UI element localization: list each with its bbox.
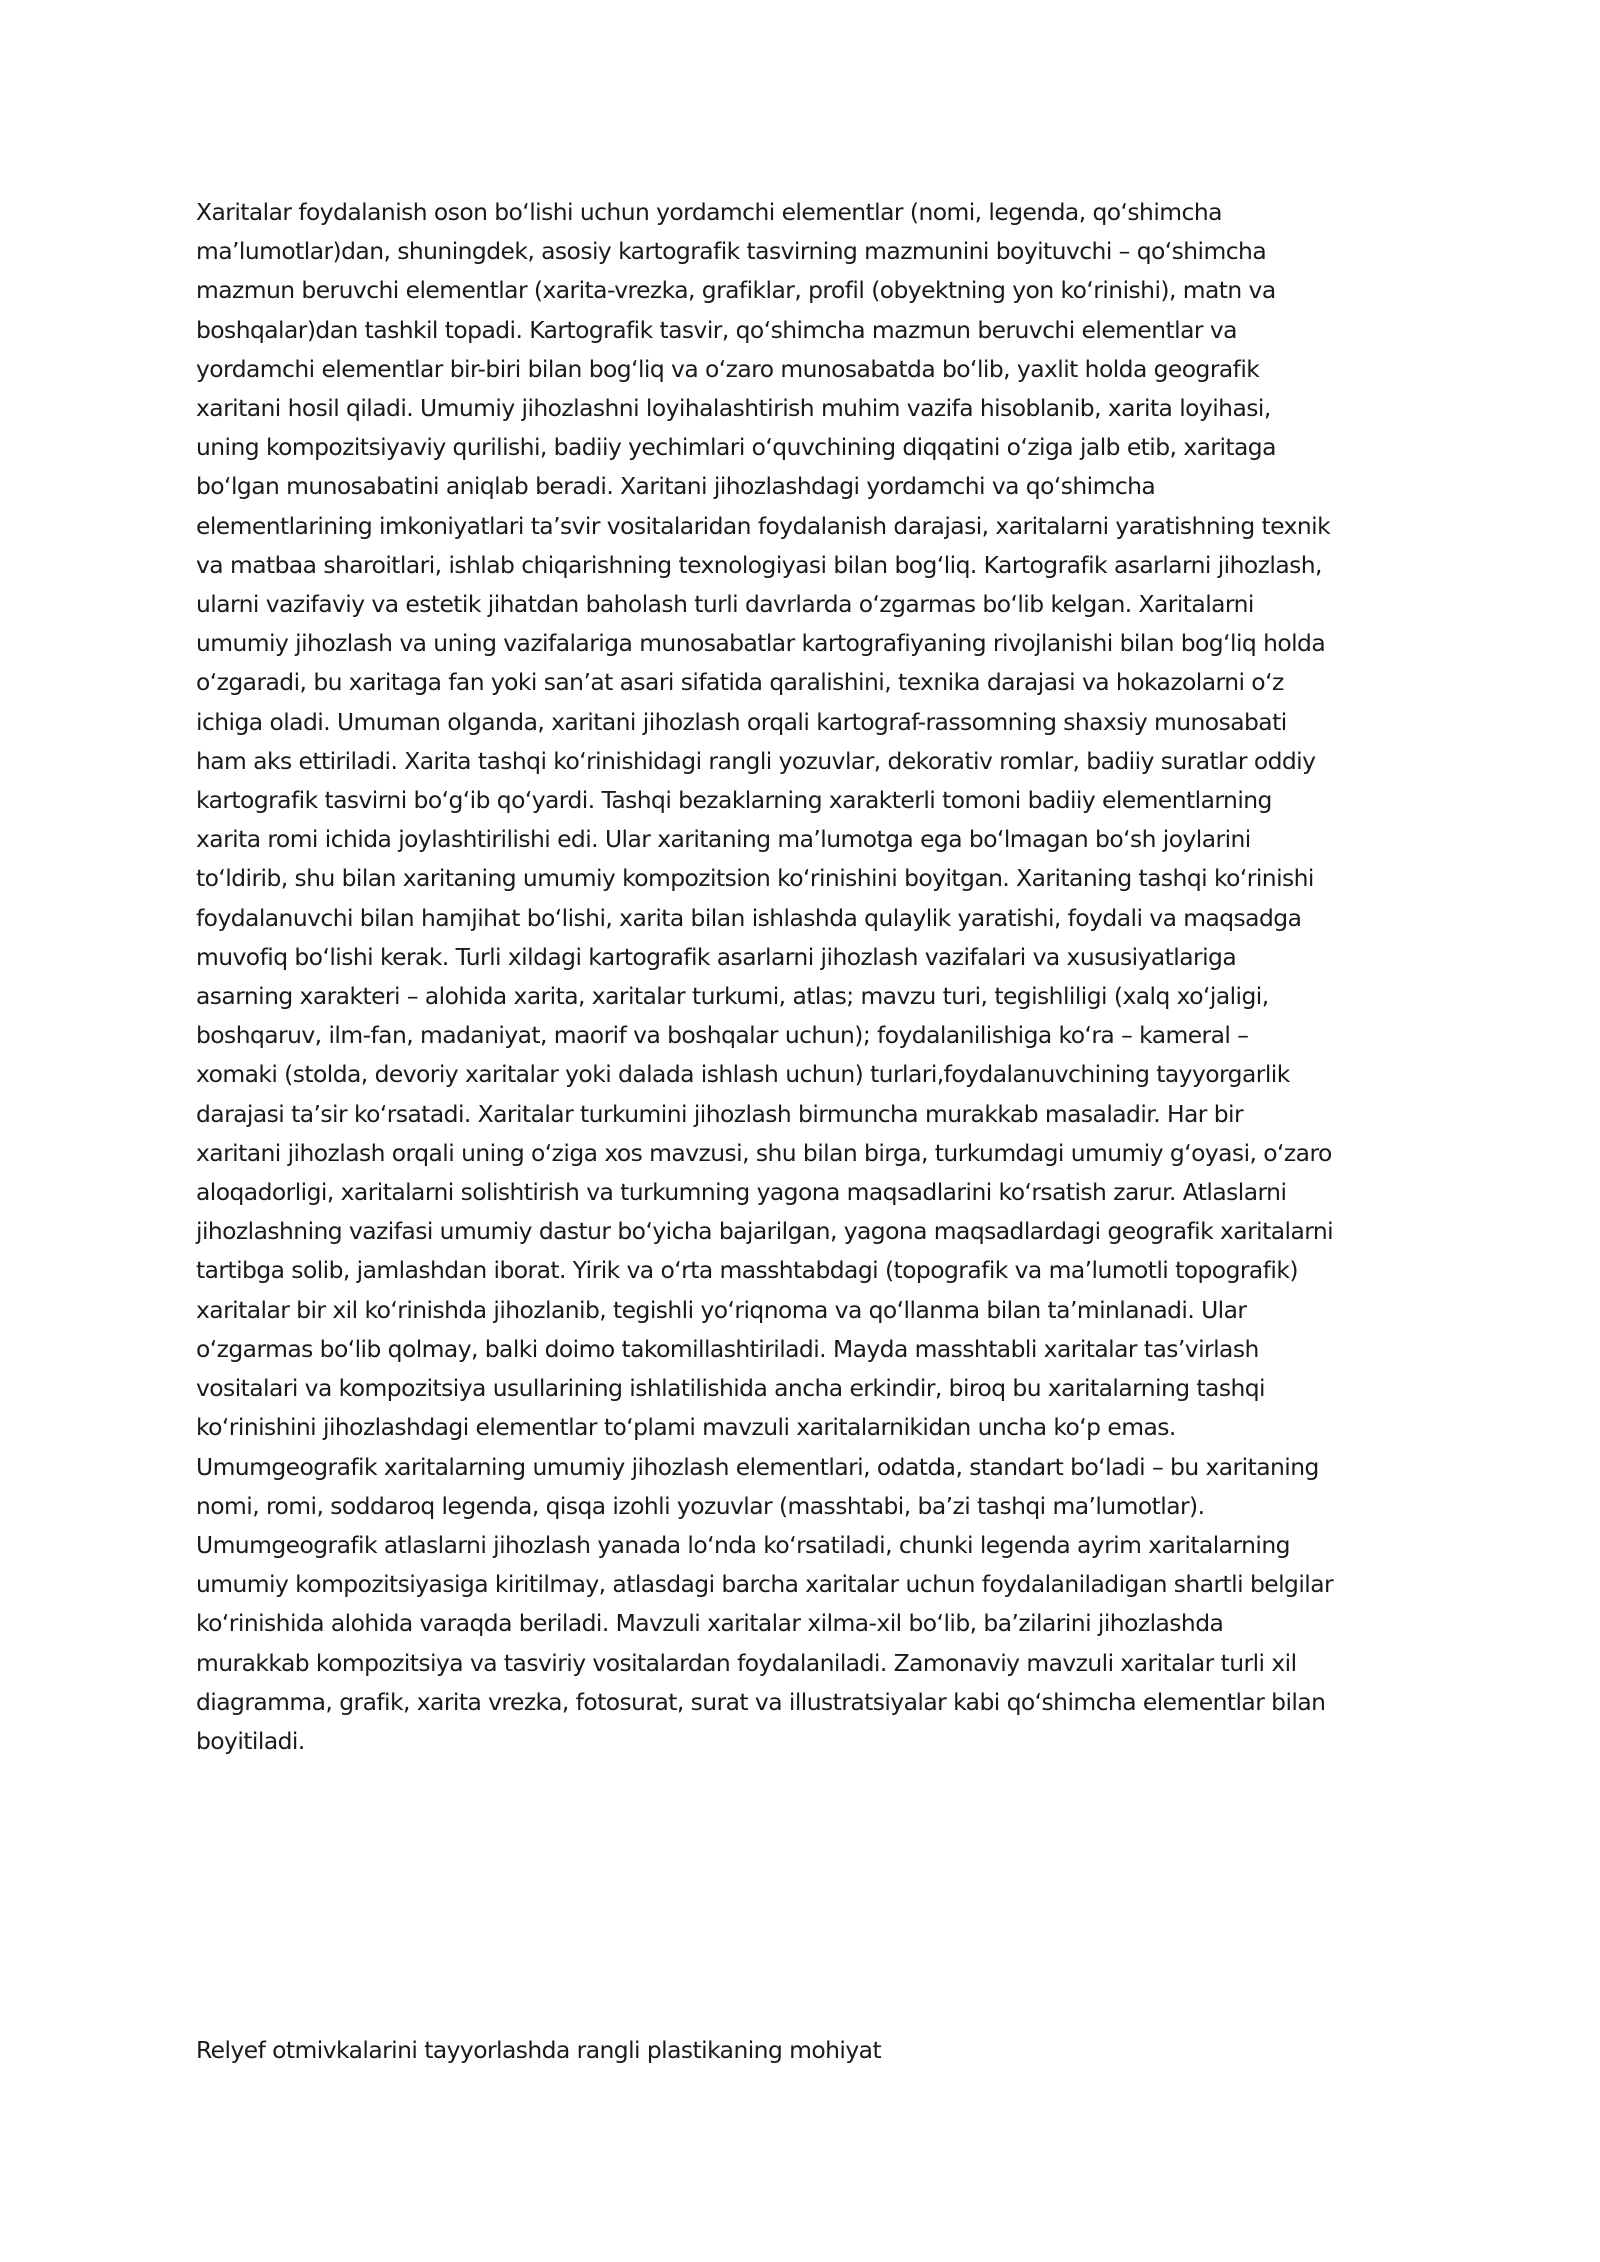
paragraph-line: boshqalar)dan tashkil topadi. Kartografik tasvir, qo‘shimcha mazmun beruvchi elementlar va: [196, 315, 1237, 344]
paragraph-line: o‘zgaradi, bu xaritaga fan yoki san’at asari sifatida qaralishini, texnika darajasi va hokazolarni o‘z: [196, 668, 1284, 697]
paragraph-line: o‘zgarmas bo‘lib qolmay, balki doimo takomillashtiriladi. Mayda masshtabli xaritalar tas’virlash: [196, 1334, 1259, 1363]
paragraph-line: darajasi ta’sir ko‘rsatadi. Xaritalar turkumini jihozlash birmuncha murakkab masaladir. Har bir: [196, 1099, 1244, 1128]
paragraph-line: ularni vazifaviy va estetik jihatdan baholash turli davrlarda o‘zgarmas bo‘lib kelgan. Xaritalarni: [196, 590, 1254, 619]
paragraph-line: ko‘rinishini jihozlashdagi elementlar to‘plami mavzuli xaritalarnikidan uncha ko‘p emas.: [196, 1413, 1176, 1442]
paragraph-line: muvofiq bo‘lishi kerak. Turli xildagi kartografik asarlarni jihozlash vazifalari va xususiyatlariga: [196, 942, 1237, 971]
paragraph-line: jihozlashning vazifasi umumiy dastur bo‘yicha bajarilgan, yagona maqsadlardagi geografik xaritalarni: [196, 1217, 1334, 1246]
paragraph-line: xaritani hosil qiladi. Umumiy jihozlashni loyihalashtirish muhim vazifa hisoblanib, xarita loyihasi,: [196, 394, 1271, 423]
paragraph-line: ichiga oladi. Umuman olganda, xaritani jihozlash orqali kartograf-rassomning shaxsiy munosabati: [196, 707, 1287, 736]
paragraph-line: ko‘rinishida alohida varaqda beriladi. Mavzuli xaritalar xilma-xil bo‘lib, ba’zilarini jihozlashda: [196, 1609, 1224, 1638]
paragraph-line: diagramma, grafik, xarita vrezka, fotosurat, surat va illustratsiyalar kabi qo‘shimcha elementlar bilan: [196, 1687, 1326, 1716]
body-paragraph: [196, 193, 1431, 1761]
paragraph-line: nomi, romi, soddaroq legenda, qisqa izohli yozuvlar (masshtabi, ba’zi tashqi ma’lumotlar).: [196, 1491, 1205, 1520]
paragraph-line: murakkab kompozitsiya va tasviriy vositalardan foydalaniladi. Zamonaviy mavzuli xaritalar turli xil: [196, 1648, 1297, 1677]
paragraph-line: ma’lumotlar)dan, shuningdek, asosiy kartografik tasvirning mazmunini boyituvchi – qo‘shimcha: [196, 237, 1267, 266]
paragraph-line: asarning xarakteri – alohida xarita, xaritalar turkumi, atlas; mavzu turi, tegishliligi (xalq xo‘jaligi,: [196, 982, 1269, 1011]
paragraph-line: ham aks ettiriladi. Xarita tashqi ko‘rinishidagi rangli yozuvlar, dekorativ romlar, badiiy suratlar oddiy: [196, 746, 1316, 775]
paragraph-line: yordamchi elementlar bir-biri bilan bog‘liq va o‘zaro munosabatda bo‘lib, yaxlit holda geografik: [196, 354, 1260, 383]
paragraph-line: Umumgeografik atlaslarni jihozlash yanada lo‘nda ko‘rsatiladi, chunki legenda ayrim xaritalarning: [196, 1530, 1290, 1559]
paragraph-line: va matbaa sharoitlari, ishlab chiqarishning texnologiyasi bilan bog‘liq. Kartografik asarlarni jihozlash,: [196, 550, 1322, 579]
paragraph-line: uning kompozitsiyaviy qurilishi, badiiy yechimlari o‘quvchining diqqatini o‘ziga jalb etib, xaritaga: [196, 433, 1276, 462]
paragraph-line: boshqaruv, ilm-fan, madaniyat, maorif va boshqalar uchun); foydalanilishiga ko‘ra – kameral –: [196, 1021, 1249, 1050]
paragraph-line: bo‘lgan munosabatini aniqlab beradi. Xaritani jihozlashdagi yordamchi va qo‘shimcha: [196, 472, 1156, 501]
paragraph-line: Umumgeografik xaritalarning umumiy jihozlash elementlari, odatda, standart bo‘ladi – bu xaritaning: [196, 1452, 1319, 1481]
paragraph-line: vositalari va kompozitsiya usullarining ishlatilishida ancha erkindir, biroq bu xaritalarning tashqi: [196, 1374, 1265, 1403]
paragraph-line: umumiy kompozitsiyasiga kiritilmay, atlasdagi barcha xaritalar uchun foydalaniladigan shartli belgilar: [196, 1570, 1334, 1599]
paragraph-line: boyitiladi.: [196, 1726, 305, 1755]
section-heading: Relyef otmivkalarini tayyorlashda rangli plastikaning mohiyat: [196, 2036, 882, 2064]
paragraph-line: xarita romi ichida joylashtirilishi edi. Ular xaritaning ma’lumotga ega bo‘lmagan bo‘sh joylarini: [196, 825, 1251, 854]
paragraph-line: Xaritalar foydalanish oson bo‘lishi uchun yordamchi elementlar (nomi, legenda, qo‘shimcha: [196, 198, 1222, 226]
paragraph-line: umumiy jihozlash va uning vazifalariga munosabatlar kartografiyaning rivojlanishi bilan bog‘liq holda: [196, 629, 1326, 658]
paragraph-line: foydalanuvchi bilan hamjihat bo‘lishi, xarita bilan ishlashda qulaylik yaratishi, foydali va maqsadga: [196, 903, 1302, 932]
paragraph-line: elementlarining imkoniyatlari ta’svir vositalaridan foydalanish darajasi, xaritalarni yaratishning texnik: [196, 511, 1331, 540]
paragraph-line: aloqadorligi, xaritalarni solishtirish va turkumning yagona maqsadlarini ko‘rsatish zarur. Atlaslarni: [196, 1178, 1287, 1207]
paragraph-line: to‘ldirib, shu bilan xaritaning umumiy kompozitsion ko‘rinishini boyitgan. Xaritaning tashqi ko‘rinishi: [196, 864, 1314, 893]
paragraph-line: tartibga solib, jamlashdan iborat. Yirik va o‘rta masshtabdagi (topografik va ma’lumotli topografik): [196, 1256, 1298, 1285]
paragraph-line: mazmun beruvchi elementlar (xarita-vrezka, grafiklar, profil (obyektning yon ko‘rinishi), matn va: [196, 276, 1276, 305]
paragraph-line: xaritani jihozlash orqali uning o‘ziga xos mavzusi, shu bilan birga, turkumdagi umumiy g‘oyasi, o‘zaro: [196, 1138, 1332, 1167]
paragraph-line: xomaki (stolda, devoriy xaritalar yoki dalada ishlash uchun) turlari,foydalanuvchining tayyorgarlik: [196, 1060, 1290, 1089]
paragraph-line: kartografik tasvirni bo‘g‘ib qo‘yardi. Tashqi bezaklarning xarakterli tomoni badiiy elementlarning: [196, 786, 1272, 815]
paragraph-line: xaritalar bir xil ko‘rinishda jihozlanib, tegishli yo‘riqnoma va qo‘llanma bilan ta’minlanadi. Ular: [196, 1295, 1247, 1324]
